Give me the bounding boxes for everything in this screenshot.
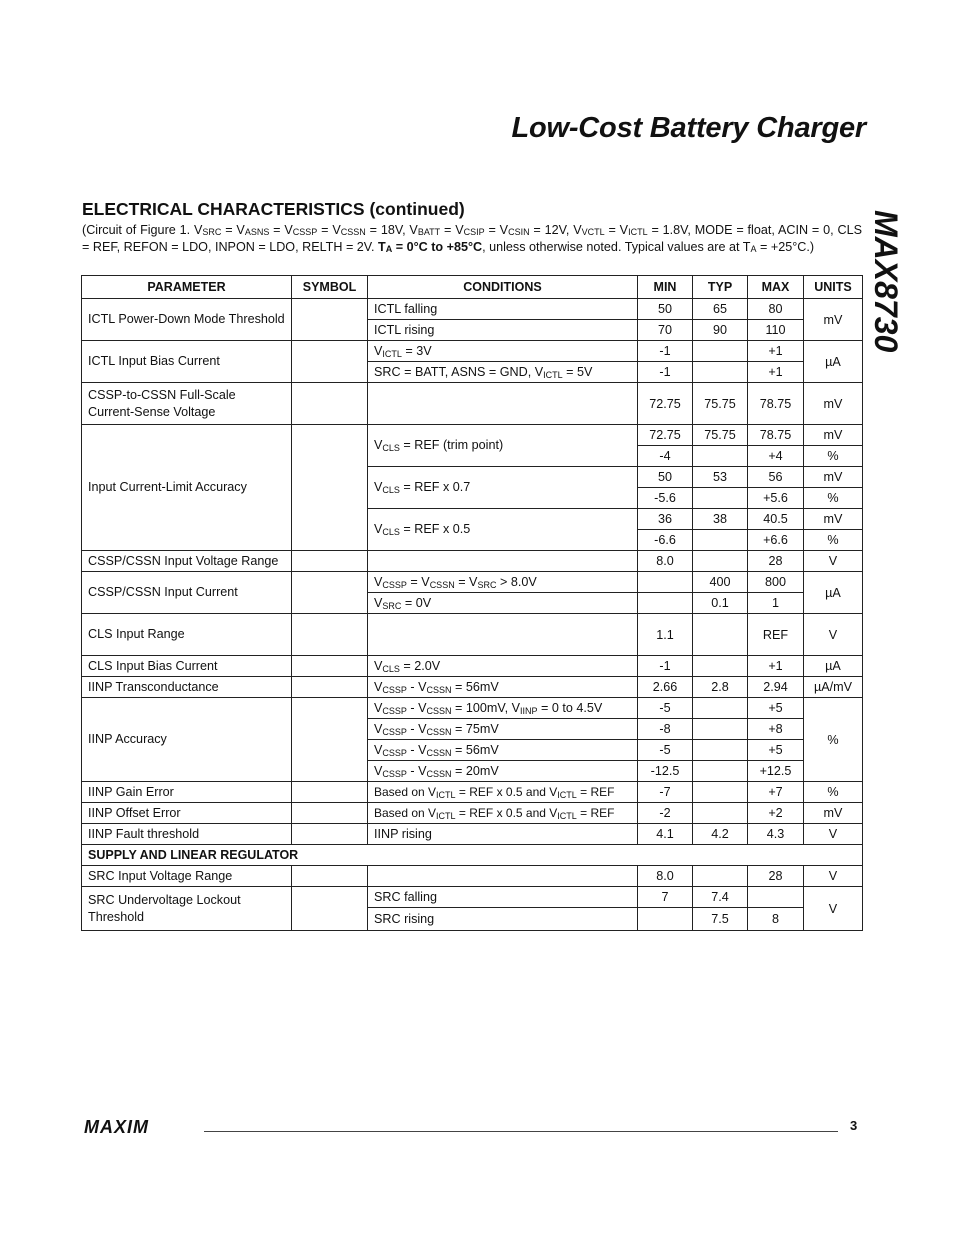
typ-cell <box>693 866 748 887</box>
symbol-cell <box>292 383 368 425</box>
symbol-cell <box>292 887 368 931</box>
min-cell: -5 <box>638 740 693 761</box>
typ-cell: 2.8 <box>693 677 748 698</box>
typ-cell <box>693 803 748 824</box>
param-iinp-gain-error: IINP Gain Error <box>82 782 292 803</box>
param-cssp-input-current: CSSP/CSSN Input Current <box>82 572 292 614</box>
header-symbol: SYMBOL <box>292 276 368 299</box>
min-cell: -12.5 <box>638 761 693 782</box>
condition-cell: $V_{CSSP} - V_{CSSN} = 75mV$ <box>368 719 638 740</box>
table-row <box>82 572 863 593</box>
units-cell: % <box>804 488 863 509</box>
max-cell: 2.94 <box>748 677 804 698</box>
param-ictl-powerdown: ICTL Power-Down Mode Threshold <box>82 299 292 341</box>
param-cls-input-range: CLS Input Range <box>82 614 292 656</box>
condition-cell: $V_{CSSP} = V_{CSSN} = V_{SRC} > 8.0V$ <box>368 572 638 593</box>
max-cell: +5 <box>748 698 804 719</box>
units-cell: µA <box>804 341 863 383</box>
header-max: MAX <box>748 276 804 299</box>
condition-cell: $V_{SRC} = 0V$ <box>368 593 638 614</box>
header-parameter: PARAMETER <box>82 276 292 299</box>
symbol-cell <box>292 341 368 383</box>
symbol-cell <box>292 824 368 845</box>
footer-rule <box>204 1131 838 1132</box>
units-cell: mV <box>804 299 863 341</box>
typ-cell <box>693 698 748 719</box>
max-cell: +5.6 <box>748 488 804 509</box>
condition-cell: $V_{CLS}$ = REF x 0.5 <box>368 509 638 551</box>
table-row <box>82 614 863 656</box>
min-cell: -5 <box>638 698 693 719</box>
table-row <box>82 425 863 446</box>
page-title: Low-Cost Battery Charger <box>511 112 866 144</box>
condition-cell: ICTL falling <box>368 299 638 320</box>
max-cell: 110 <box>748 320 804 341</box>
min-cell: -5.6 <box>638 488 693 509</box>
min-cell: 72.75 <box>638 383 693 425</box>
typ-cell: 75.75 <box>693 383 748 425</box>
typ-cell <box>693 719 748 740</box>
units-cell: mV <box>804 509 863 530</box>
symbol-cell <box>292 698 368 782</box>
max-cell: +7 <box>748 782 804 803</box>
header-conditions: CONDITIONS <box>368 276 638 299</box>
typ-cell <box>693 782 748 803</box>
typ-cell: 53 <box>693 467 748 488</box>
table-row <box>82 824 863 845</box>
max-cell: 40.5 <box>748 509 804 530</box>
symbol-cell <box>292 425 368 551</box>
min-cell: 36 <box>638 509 693 530</box>
param-ictl-bias: ICTL Input Bias Current <box>82 341 292 383</box>
param-cssp-voltage-range: CSSP/CSSN Input Voltage Range <box>82 551 292 572</box>
param-iinp-transconductance: IINP Transconductance <box>82 677 292 698</box>
page-number: 3 <box>850 1118 858 1133</box>
units-cell: mV <box>804 425 863 446</box>
condition-cell: SRC = BATT, ASNS = GND, $V_{ICTL} = 5V$ <box>368 362 638 383</box>
min-cell: -1 <box>638 656 693 677</box>
typ-cell <box>693 488 748 509</box>
units-cell: V <box>804 551 863 572</box>
max-cell: 8 <box>748 908 804 931</box>
typ-cell: 0.1 <box>693 593 748 614</box>
units-cell: % <box>804 698 863 782</box>
max-cell: 78.75 <box>748 383 804 425</box>
typ-cell <box>693 362 748 383</box>
min-cell: 70 <box>638 320 693 341</box>
symbol-cell <box>292 782 368 803</box>
min-cell: -6.6 <box>638 530 693 551</box>
condition-cell: $V_{CSSP} - V_{CSSN} = 20mV$ <box>368 761 638 782</box>
units-cell: µA <box>804 572 863 614</box>
typ-cell: 38 <box>693 509 748 530</box>
symbol-cell <box>292 572 368 614</box>
units-cell: % <box>804 782 863 803</box>
condition-cell: $V_{CSSP} - V_{CSSN} = 100mV$, $V_{IINP} = 0$ to 4.5V <box>368 698 638 719</box>
min-cell: 4.1 <box>638 824 693 845</box>
max-cell: 4.3 <box>748 824 804 845</box>
units-cell: mV <box>804 467 863 488</box>
typ-cell <box>693 341 748 362</box>
max-cell: +1 <box>748 656 804 677</box>
section-title: ELECTRICAL CHARACTERISTICS (continued) <box>82 199 465 219</box>
max-cell: 28 <box>748 551 804 572</box>
units-cell: µA <box>804 656 863 677</box>
min-cell: -4 <box>638 446 693 467</box>
units-cell: % <box>804 530 863 551</box>
min-cell: 2.66 <box>638 677 693 698</box>
table-row <box>82 677 863 698</box>
param-iinp-fault-threshold: IINP Fault threshold <box>82 824 292 845</box>
condition-cell: IINP rising <box>368 824 638 845</box>
header-units: UNITS <box>804 276 863 299</box>
condition-cell: ICTL rising <box>368 320 638 341</box>
symbol-cell <box>292 866 368 887</box>
min-cell <box>638 572 693 593</box>
min-cell: 7 <box>638 887 693 908</box>
table-section-row <box>82 845 863 866</box>
min-cell <box>638 593 693 614</box>
units-cell: V <box>804 614 863 656</box>
symbol-cell <box>292 299 368 341</box>
param-full-scale: CSSP-to-CSSN Full-Scale Current-Sense Voltage <box>82 383 292 425</box>
max-cell <box>748 887 804 908</box>
units-cell: µA/mV <box>804 677 863 698</box>
min-cell: -7 <box>638 782 693 803</box>
max-cell: REF <box>748 614 804 656</box>
condition-cell: $V_{ICTL} = 3V$ <box>368 341 638 362</box>
test-conditions-note: (Circuit of Figure 1. $V_{SRC} = V_{ASNS} = V_{CSSP} = V_{CSSN} = 18V$, $V_{BATT} = V_{CSIP} = V_{CSIN} = 12V$, $V_{VCTL} = V_{ICTL} = 1.8V$, MODE = float, ACIN = 0, CLS = REF, REFON = LDO, INPON = LDO, RELTH = 2V. $T_A = 0^\circ C$ to +85°C, unless otherwise noted. Typical values are at $T_A = +25^\circ C$.) <box>82 223 862 254</box>
units-cell: % <box>804 446 863 467</box>
max-cell: +1 <box>748 341 804 362</box>
symbol-cell <box>292 614 368 656</box>
electrical-characteristics-table <box>81 275 863 931</box>
max-cell: +12.5 <box>748 761 804 782</box>
param-cls-bias: CLS Input Bias Current <box>82 656 292 677</box>
typ-cell: 7.5 <box>693 908 748 931</box>
min-cell: 50 <box>638 299 693 320</box>
section-heading-supply: SUPPLY AND LINEAR REGULATOR <box>82 845 863 866</box>
table-row <box>82 866 863 887</box>
condition-cell: $V_{CSSP} - V_{CSSN} = 56mV$ <box>368 677 638 698</box>
table-row <box>82 803 863 824</box>
param-iinp-accuracy: IINP Accuracy <box>82 698 292 782</box>
symbol-cell <box>292 677 368 698</box>
condition-cell <box>368 551 638 572</box>
typ-cell: 400 <box>693 572 748 593</box>
units-cell: V <box>804 824 863 845</box>
units-cell: V <box>804 866 863 887</box>
condition-cell: $V_{CLS}$ = REF x 0.7 <box>368 467 638 509</box>
param-current-limit-accuracy: Input Current-Limit Accuracy <box>82 425 292 551</box>
param-iinp-offset-error: IINP Offset Error <box>82 803 292 824</box>
max-cell: +4 <box>748 446 804 467</box>
typ-cell: 7.4 <box>693 887 748 908</box>
max-cell: +1 <box>748 362 804 383</box>
table-row <box>82 887 863 908</box>
typ-cell <box>693 740 748 761</box>
typ-cell <box>693 446 748 467</box>
min-cell: -1 <box>638 341 693 362</box>
units-cell: V <box>804 887 863 931</box>
table-row <box>82 656 863 677</box>
table-row <box>82 299 863 320</box>
min-cell: 1.1 <box>638 614 693 656</box>
min-cell: 50 <box>638 467 693 488</box>
condition-cell: Based on $V_{ICTL}$ = REF x 0.5 and $V_{ICTL}$ = REF <box>368 803 638 824</box>
max-cell: +2 <box>748 803 804 824</box>
max-cell: 78.75 <box>748 425 804 446</box>
svg-text:MAXIM: MAXIM <box>84 1118 149 1136</box>
symbol-cell <box>292 803 368 824</box>
max-cell: +6.6 <box>748 530 804 551</box>
max-cell: 56 <box>748 467 804 488</box>
max-cell: 28 <box>748 866 804 887</box>
table-row <box>82 551 863 572</box>
max-cell: 80 <box>748 299 804 320</box>
table-row <box>82 341 863 362</box>
condition-cell: $V_{CSSP} - V_{CSSN} = 56mV$ <box>368 740 638 761</box>
condition-cell: $V_{CLS}$ = REF (trim point) <box>368 425 638 467</box>
table-header-row <box>82 276 863 299</box>
typ-cell <box>693 551 748 572</box>
min-cell: 8.0 <box>638 551 693 572</box>
min-cell: -8 <box>638 719 693 740</box>
condition-cell: $V_{CLS} = 2.0V$ <box>368 656 638 677</box>
condition-cell: Based on $V_{ICTL}$ = REF x 0.5 and $V_{ICTL}$ = REF <box>368 782 638 803</box>
condition-cell: SRC rising <box>368 908 638 931</box>
header-typ: TYP <box>693 276 748 299</box>
units-cell: mV <box>804 803 863 824</box>
maxim-logo <box>84 1118 194 1136</box>
min-cell <box>638 908 693 931</box>
condition-cell <box>368 866 638 887</box>
table-row <box>82 782 863 803</box>
min-cell: 72.75 <box>638 425 693 446</box>
min-cell: -2 <box>638 803 693 824</box>
min-cell: 8.0 <box>638 866 693 887</box>
typ-cell: 65 <box>693 299 748 320</box>
typ-cell: 75.75 <box>693 425 748 446</box>
symbol-cell <box>292 656 368 677</box>
condition-cell <box>368 383 638 425</box>
max-cell: +5 <box>748 740 804 761</box>
typ-cell <box>693 656 748 677</box>
typ-cell <box>693 761 748 782</box>
condition-cell: SRC falling <box>368 887 638 908</box>
max-cell: 1 <box>748 593 804 614</box>
typ-cell: 90 <box>693 320 748 341</box>
max-cell: +8 <box>748 719 804 740</box>
condition-cell <box>368 614 638 656</box>
typ-cell: 4.2 <box>693 824 748 845</box>
header-min: MIN <box>638 276 693 299</box>
param-src-uvlo: SRC Undervoltage Lockout Threshold <box>82 887 292 931</box>
typ-cell <box>693 614 748 656</box>
table-row <box>82 383 863 425</box>
max-cell: 800 <box>748 572 804 593</box>
table-row <box>82 698 863 719</box>
units-cell: mV <box>804 383 863 425</box>
typ-cell <box>693 530 748 551</box>
param-src-input-voltage: SRC Input Voltage Range <box>82 866 292 887</box>
min-cell: -1 <box>638 362 693 383</box>
part-number-side-label: MAX8730 <box>868 210 904 353</box>
symbol-cell <box>292 551 368 572</box>
